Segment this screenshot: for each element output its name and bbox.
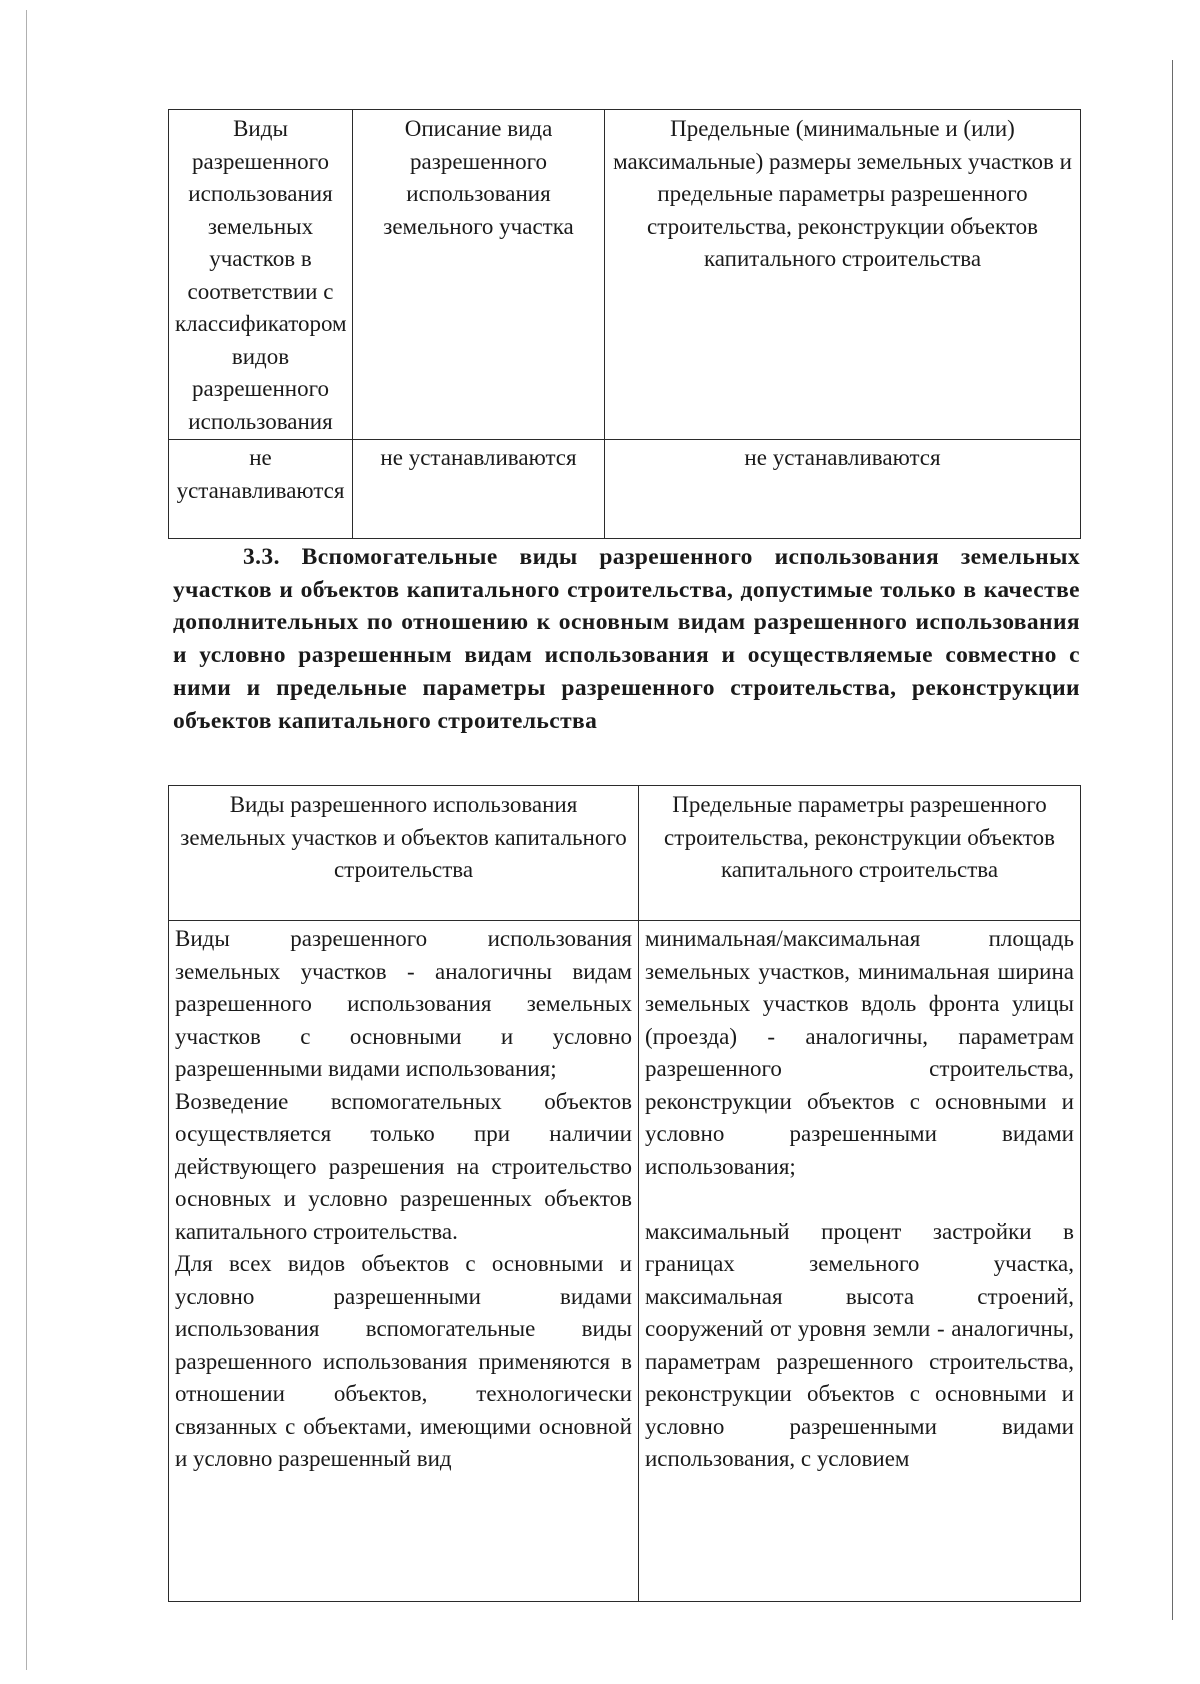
table-header-row bbox=[169, 110, 1081, 440]
auxiliary-use-text-cell bbox=[169, 921, 639, 1602]
header-cell-limit-sizes: Предельные (минимальные и (или) максимальные) размеры земельных участков и предельные параметры разрешенного строительства, реконструкции объектов капитального строительства bbox=[605, 110, 1081, 440]
table-row bbox=[169, 440, 1081, 539]
parameters-text-cell bbox=[639, 921, 1081, 1602]
header-cell-land-use-types: Виды разрешенного использования земельных участков в соответствии с классификатором видов разрешенного использования bbox=[169, 110, 353, 440]
scan-edge-right bbox=[1172, 60, 1173, 1620]
paragraph: Возведение вспомогательных объектов осуществляется только при наличии действующего разрешения на строительство основных и условно разрешенных объектов капитального строительства. bbox=[175, 1088, 632, 1244]
table-cell: не устанавливаются bbox=[605, 440, 1081, 539]
paragraph: минимальная/максимальная площадь земельных участков, минимальная ширина земельных участков вдоль фронта улицы (проезда) - аналогичны, параметрам разрешенного строительства, реконструкции объектов с основными и условно разрешенными видами использования; bbox=[645, 926, 1074, 1179]
land-use-table bbox=[168, 109, 1081, 539]
header-cell-description: Описание вида разрешенного использования земельного участка bbox=[353, 110, 605, 440]
header-cell-limit-parameters: Предельные параметры разрешенного строительства, реконструкции объектов капитального строительства bbox=[639, 786, 1081, 921]
section-heading: 3.3. Вспомогательные виды разрешенного использования земельных участков и объектов капитального строительства, допустимые только в качестве дополнительных по отношению к основным видам разрешенного использования и условно разрешенным видам использования и осуществляемые совместно с ними и предельные параметры разрешенного строительства, реконструкции объектов капитального строительства bbox=[173, 544, 1080, 734]
table-cell: не устанавливаются bbox=[169, 440, 353, 539]
auxiliary-use-table bbox=[168, 785, 1081, 1602]
paragraph: максимальный процент застройки в границах земельного участка, максимальная высота строений, сооружений от уровня земли - аналогичны, параметрам разрешенного строительства, реконструкции объектов с основными и условно разрешенными видами использования, с условием bbox=[645, 1218, 1074, 1471]
paragraph: Виды разрешенного использования земельных участков - аналогичны видам разрешенного использования земельных участков с основными и условно разрешенными видами использования; bbox=[175, 926, 632, 1081]
paragraph-gap bbox=[645, 1183, 1074, 1216]
header-cell-land-use-types: Виды разрешенного использования земельных участков и объектов капитального строительства bbox=[169, 786, 639, 921]
table-row bbox=[169, 921, 1081, 1602]
paragraph: Для всех видов объектов с основными и условно разрешенными видами использования вспомогательные виды разрешенного использования применяются в отношении объектов, технологически связанных с объектами, имеющими основной и условно разрешенный вид bbox=[175, 1251, 632, 1471]
table-cell: не устанавливаются bbox=[353, 440, 605, 539]
table-header-row bbox=[169, 786, 1081, 921]
scan-edge-left bbox=[26, 10, 27, 1670]
